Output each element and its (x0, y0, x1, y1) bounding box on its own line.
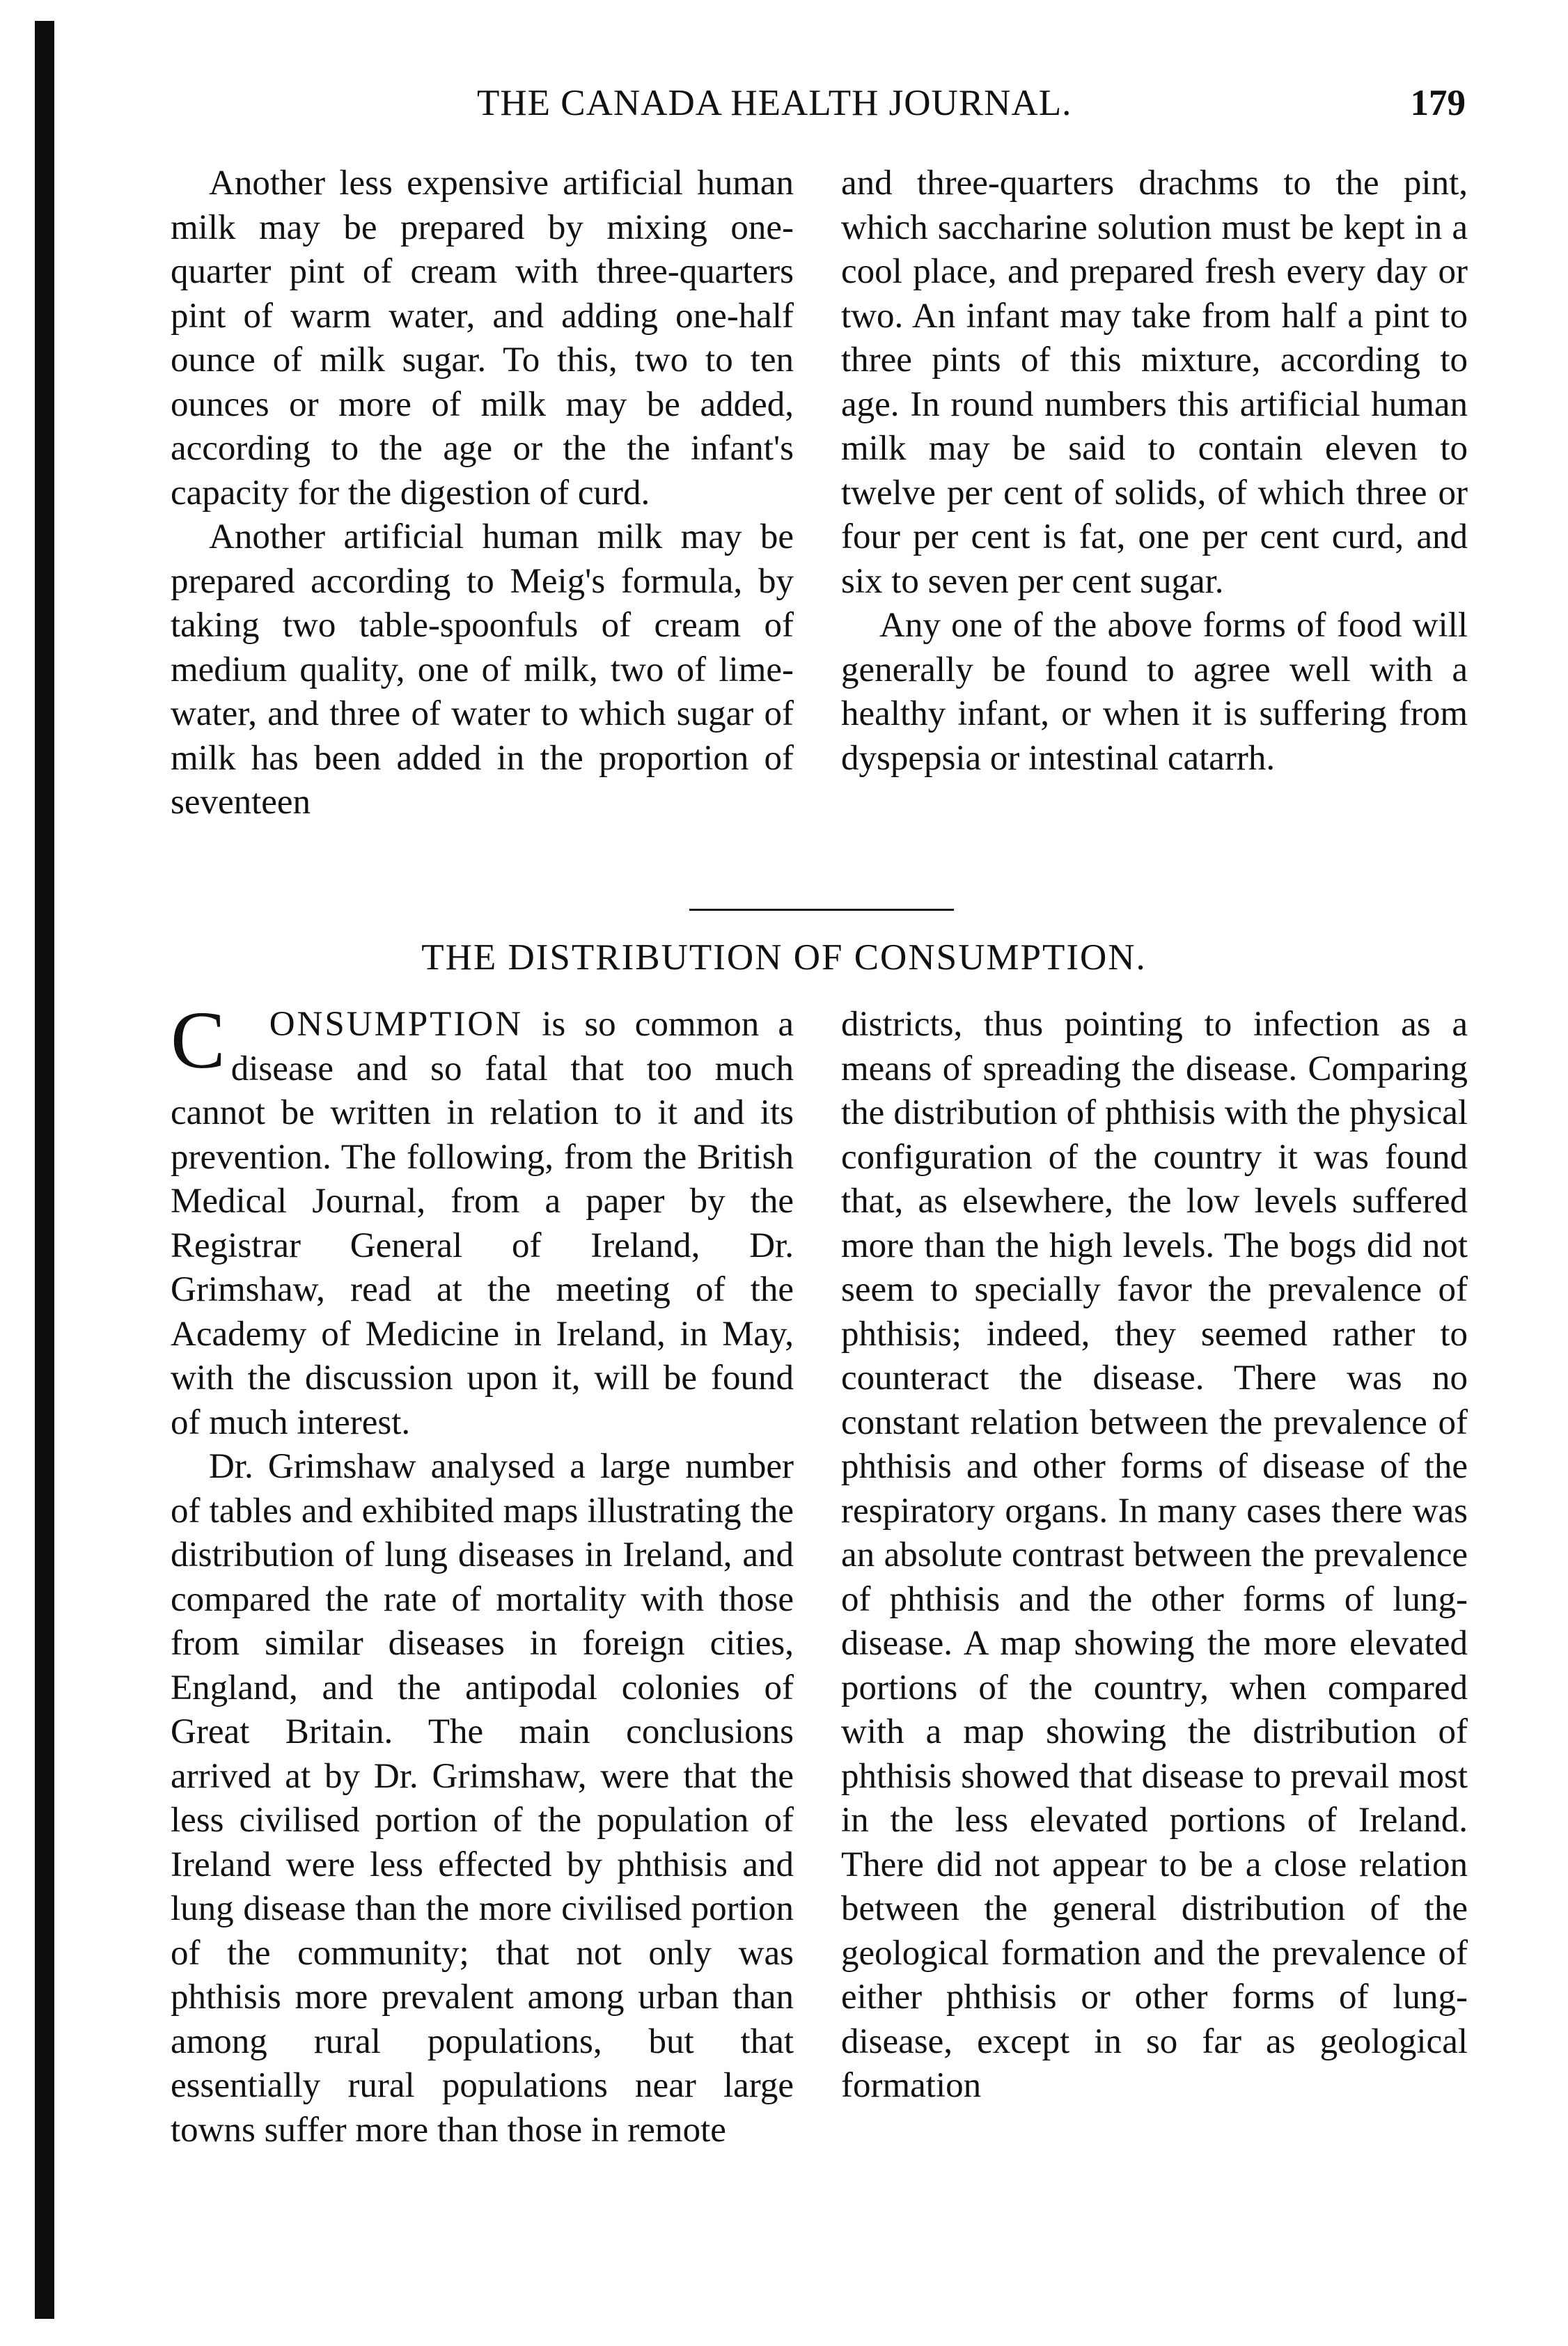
page-header (171, 82, 1466, 138)
article-left-column (171, 994, 794, 2152)
top-right-column (841, 162, 1468, 781)
paragraph: Another artificial human milk may be prepared according to Meig's formula, by taking two table-spoonfuls of cream of medium quality, one of milk, two of lime-water, and three of water to which sugar of milk has been added in the proportion of seventeen (171, 517, 794, 822)
lead-caps: ONSUMPTION (269, 1005, 524, 1044)
paragraph-continuation: districts, thus pointing to infection as a means of spreading the disease. Comparing the distribution of phthisis with the physical configuration of the country it was found that, as elsewhere, the low levels suffered more than the high levels. The bogs did not seem to specially favor the prevalence of phthisis; indeed, they seemed rather to counteract the disease. There was no constant relation between the prevalence of phthisis and other forms of disease of the respiratory organs. In many cases there was an absolute contrast between the prevalence of phthisis and the other forms of lung-disease. A map showing the more elevated portions of the country, when compared with a map showing the distribution of phthisis showed that disease to prevail most in the less elevated portions of Ireland. There did not appear to be a close relation between the general distribution of the geological formation and the prevalence of either phthisis or other forms of lung-disease, except in so far as geological formation (841, 1005, 1468, 2105)
paragraph: Dr. Grimshaw analysed a large number of tables and exhibited maps illustrating the distribution of lung diseases in Ireland, and compared the rate of mortality with those from similar diseases in foreign cities, England, and the antipodal colonies of Great Britain. The main conclusions arrived at by Dr. Grimshaw, were that the less civilised portion of the population of Ireland were less effected by phthisis and lung disease than the more civilised portion of the community; that not only was phthisis more prevalent among urban than among rural populations, but that essentially rural populations near large towns suffer more than those in remote (171, 1447, 794, 2150)
section-divider (689, 909, 954, 911)
paragraph: Any one of the above forms of food will generally be found to agree well with a healthy infant, or when it is suffering from dyspepsia or intestinal catarrh. (841, 606, 1468, 778)
book-spine-edge (35, 21, 54, 2319)
drop-cap: C (171, 994, 226, 1086)
running-title: THE CANADA HEALTH JOURNAL. (477, 83, 1072, 123)
paragraph-continuation: and three-quarters drachms to the pint, which saccharine solution must be kept in a cool place, and prepared fresh every day or two. An infant may take from half a pint to three pints of this mixture, according to age. In round numbers this artificial human milk may be said to contain eleven to twelve per cent of solids, of which three or four per cent is fat, one per cent curd, and six to seven per cent sugar. (841, 164, 1468, 601)
page-number: 179 (1410, 83, 1466, 123)
top-left-column (171, 162, 794, 825)
first-paragraph (171, 994, 794, 1445)
article-title: THE DISTRIBUTION OF CONSUMPTION. (421, 937, 1147, 978)
first-paragraph-text: is so common a disease and so fatal that too much cannot be written in relation to it and its prevention. The following, from the British Medical Journal, from a paper by the Registrar General of Ireland, Dr. Grimshaw, read at the meeting of the Academy of Medicine in Ireland, in May, with the discussion upon it, will be found of much interest. (171, 1005, 794, 1442)
article-right-column (841, 1003, 1468, 2109)
paragraph: Another less expensive artificial human milk may be prepared by mixing one-quarter pint of cream with three-quarters pint of warm water, and adding one-half ounce of milk sugar. To this, two to ten ounces or more of milk may be added, according to the age or the the infant's capacity for the digestion of curd. (171, 164, 794, 513)
